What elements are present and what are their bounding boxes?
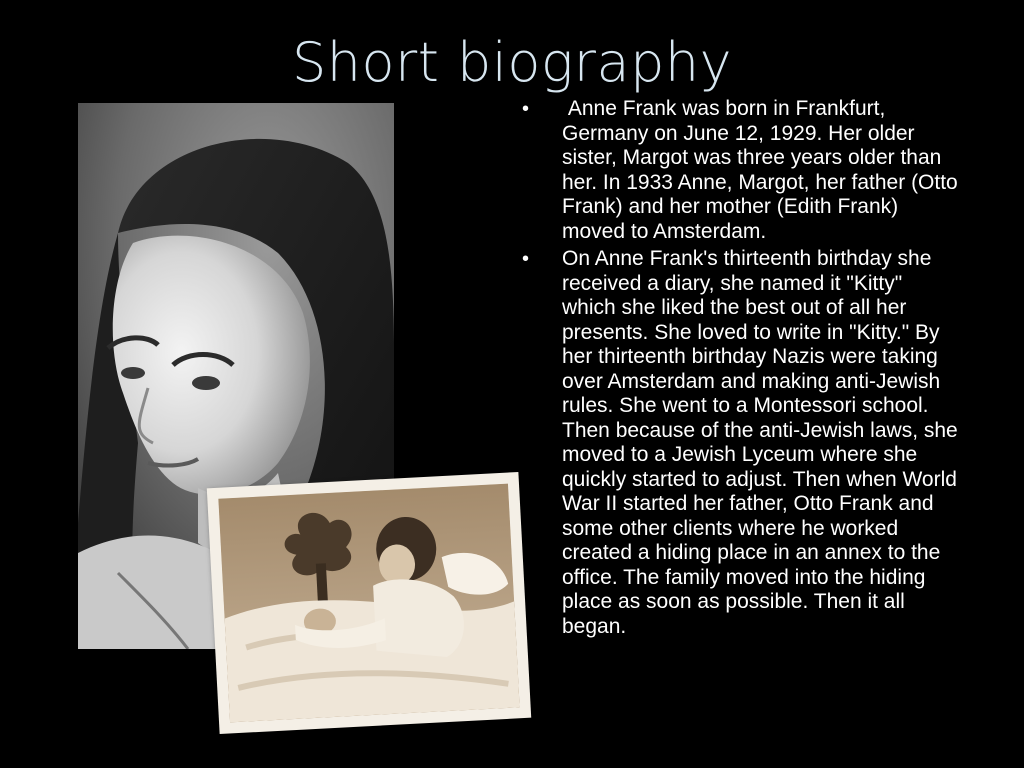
slide-title: Short biography bbox=[291, 31, 733, 94]
bullet-text: Anne Frank was born in Frankfurt, Germany on June 12, 1929. Her older sister, Margot was three years older than her. In 1933 Anne, Margot, her father (Otto Frank) and her mother (Edith Frank) moved to Amsterdam. bbox=[562, 97, 964, 243]
mother-and-baby-photo bbox=[207, 472, 531, 734]
bullet-text: On Anne Frank's thirteenth birthday she received a diary, she named it "Kitty" which she liked the best out of all her presents. She loved to write in "Kitty." By her thirteenth birthday Nazis were taking over Amsterdam and making anti-Jewish rules. She went to a Montessori school. Then because of the anti-Jewish laws, she moved to a Jewish Lyceum where she quickly started to adjust. Then when World War II started her father, Otto Frank and some other clients where he worked created a hiding place in an annex to the office. The family moved into the hiding place as soon as possible. Then it all began. bbox=[562, 247, 958, 638]
bullet-item bbox=[520, 247, 960, 639]
bullet-glyph: • bbox=[522, 248, 530, 270]
bullet-glyph: • bbox=[522, 98, 530, 120]
bullet-list bbox=[520, 97, 964, 642]
bullet-item bbox=[520, 97, 964, 244]
